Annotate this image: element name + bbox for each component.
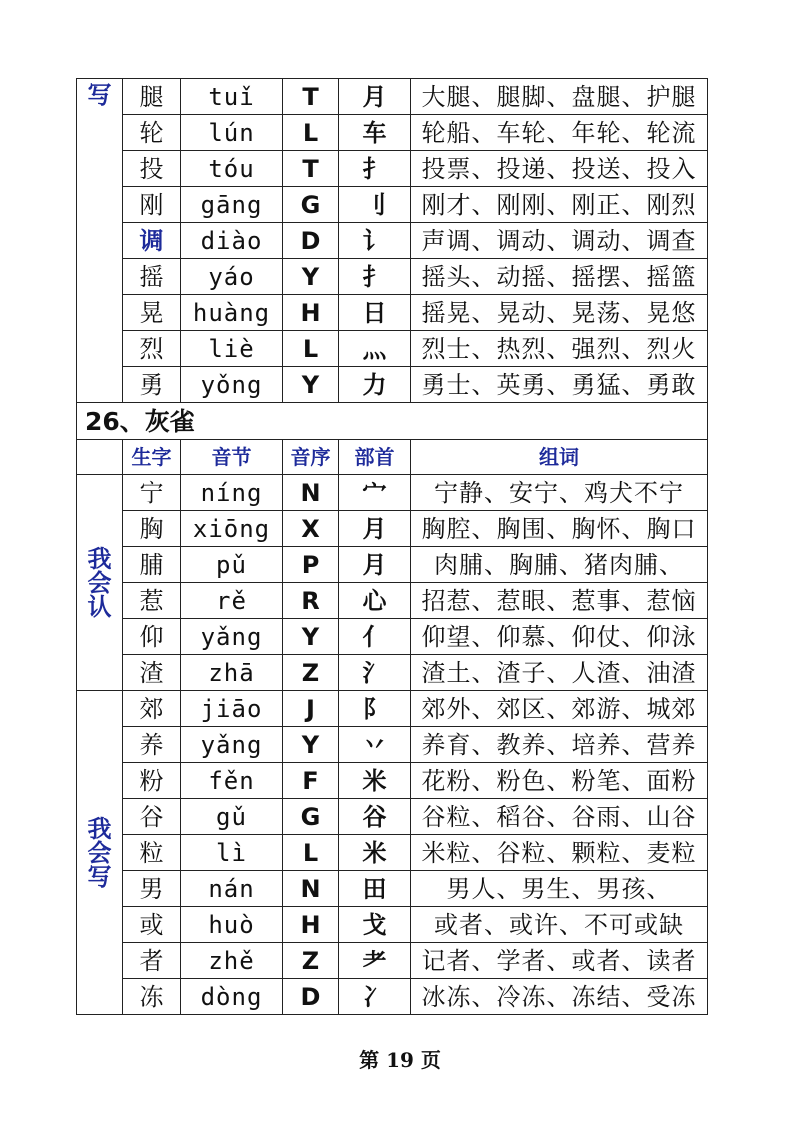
section-side-label — [77, 475, 123, 691]
top-section — [77, 79, 708, 403]
order-cell: L — [283, 835, 339, 871]
char-cell: 调 — [123, 223, 181, 259]
side-label-char: 会 — [87, 568, 112, 597]
side-label-char: 写 — [87, 81, 112, 109]
order-cell: D — [283, 223, 339, 259]
order-cell: G — [283, 799, 339, 835]
table-row — [77, 727, 708, 763]
radical-cell: 车 — [339, 115, 411, 151]
char-cell: 者 — [123, 943, 181, 979]
lesson-section — [77, 403, 708, 475]
pinyin-cell: huàng — [181, 295, 283, 331]
words-cell: 男人、男生、男孩、 — [411, 871, 708, 907]
table-row — [77, 295, 708, 331]
order-cell: R — [283, 583, 339, 619]
order-cell: D — [283, 979, 339, 1015]
words-cell: 肉脯、胸脯、猪肉脯、 — [411, 547, 708, 583]
table-row — [77, 835, 708, 871]
table-row — [77, 871, 708, 907]
radical-cell: 戈 — [339, 907, 411, 943]
radical-cell: 米 — [339, 835, 411, 871]
section-side-label — [77, 79, 123, 403]
char-cell: 脯 — [123, 547, 181, 583]
header-blank — [77, 440, 123, 475]
radical-cell: 月 — [339, 79, 411, 115]
table-row — [77, 943, 708, 979]
char-cell: 腿 — [123, 79, 181, 115]
char-cell: 晃 — [123, 295, 181, 331]
table-row — [77, 511, 708, 547]
words-cell: 宁静、安宁、鸡犬不宁 — [411, 475, 708, 511]
words-cell: 记者、学者、或者、读者 — [411, 943, 708, 979]
side-label-char: 我 — [87, 814, 112, 843]
words-cell: 轮船、车轮、年轮、轮流 — [411, 115, 708, 151]
pinyin-cell: dòng — [181, 979, 283, 1015]
char-cell: 摇 — [123, 259, 181, 295]
char-cell: 郊 — [123, 691, 181, 727]
char-cell: 渣 — [123, 655, 181, 691]
lesson-title-row — [77, 403, 708, 440]
order-cell: P — [283, 547, 339, 583]
char-cell: 惹 — [123, 583, 181, 619]
radical-cell: 耂 — [339, 943, 411, 979]
char-cell: 宁 — [123, 475, 181, 511]
char-cell: 冻 — [123, 979, 181, 1015]
table-row — [77, 223, 708, 259]
words-cell: 勇士、英勇、勇猛、勇敢 — [411, 367, 708, 403]
table-row — [77, 907, 708, 943]
pinyin-cell: diào — [181, 223, 283, 259]
words-cell: 胸腔、胸围、胸怀、胸口 — [411, 511, 708, 547]
words-cell: 大腿、腿脚、盘腿、护腿 — [411, 79, 708, 115]
radical-cell: 宀 — [339, 475, 411, 511]
header-words: 组词 — [411, 440, 708, 475]
order-cell: Y — [283, 259, 339, 295]
words-cell: 烈士、热烈、强烈、烈火 — [411, 331, 708, 367]
pinyin-cell: xiōng — [181, 511, 283, 547]
order-cell: Y — [283, 619, 339, 655]
char-cell: 养 — [123, 727, 181, 763]
words-cell: 谷粒、稻谷、谷雨、山谷 — [411, 799, 708, 835]
table-row — [77, 331, 708, 367]
write-section — [77, 691, 708, 1015]
table-row — [77, 547, 708, 583]
words-cell: 招惹、惹眼、惹事、惹恼 — [411, 583, 708, 619]
pinyin-cell: gǔ — [181, 799, 283, 835]
order-cell: T — [283, 79, 339, 115]
order-cell: X — [283, 511, 339, 547]
char-cell: 刚 — [123, 187, 181, 223]
char-cell: 胸 — [123, 511, 181, 547]
pinyin-cell: lì — [181, 835, 283, 871]
pinyin-cell: níng — [181, 475, 283, 511]
pinyin-cell: tóu — [181, 151, 283, 187]
order-cell: H — [283, 907, 339, 943]
order-cell: Z — [283, 655, 339, 691]
order-cell: F — [283, 763, 339, 799]
radical-cell: 心 — [339, 583, 411, 619]
order-cell: H — [283, 295, 339, 331]
table-row — [77, 619, 708, 655]
table-row — [77, 763, 708, 799]
char-cell: 男 — [123, 871, 181, 907]
char-cell: 轮 — [123, 115, 181, 151]
char-cell: 投 — [123, 151, 181, 187]
pinyin-cell: pǔ — [181, 547, 283, 583]
side-label-char: 会 — [87, 838, 112, 867]
recognize-section — [77, 475, 708, 691]
radical-cell: 扌 — [339, 151, 411, 187]
pinyin-cell: gāng — [181, 187, 283, 223]
radical-cell: 氵 — [339, 655, 411, 691]
lesson-title: 26、灰雀 — [77, 403, 708, 440]
radical-cell: 刂 — [339, 187, 411, 223]
table-row — [77, 151, 708, 187]
radical-cell: 月 — [339, 511, 411, 547]
radical-cell: 阝 — [339, 691, 411, 727]
table-row — [77, 259, 708, 295]
radical-cell: 灬 — [339, 331, 411, 367]
words-cell: 渣土、渣子、人渣、油渣 — [411, 655, 708, 691]
vocabulary-table — [76, 78, 708, 1015]
table-row — [77, 655, 708, 691]
order-cell: L — [283, 115, 339, 151]
words-cell: 冰冻、冷冻、冻结、受冻 — [411, 979, 708, 1015]
section-side-label — [77, 691, 123, 1015]
radical-cell: 月 — [339, 547, 411, 583]
pinyin-cell: jiāo — [181, 691, 283, 727]
pinyin-cell: fěn — [181, 763, 283, 799]
words-cell: 郊外、郊区、郊游、城郊 — [411, 691, 708, 727]
radical-cell: 田 — [339, 871, 411, 907]
order-cell: N — [283, 475, 339, 511]
order-cell: G — [283, 187, 339, 223]
order-cell: Z — [283, 943, 339, 979]
radical-cell: 谷 — [339, 799, 411, 835]
order-cell: N — [283, 871, 339, 907]
pinyin-cell: nán — [181, 871, 283, 907]
radical-cell: 日 — [339, 295, 411, 331]
char-cell: 粒 — [123, 835, 181, 871]
pinyin-cell: yǒng — [181, 367, 283, 403]
header-order: 音序 — [283, 440, 339, 475]
words-cell: 投票、投递、投送、投入 — [411, 151, 708, 187]
pinyin-cell: yáo — [181, 259, 283, 295]
char-cell: 仰 — [123, 619, 181, 655]
radical-cell: 力 — [339, 367, 411, 403]
order-cell: L — [283, 331, 339, 367]
char-cell: 或 — [123, 907, 181, 943]
radical-cell: 丷 — [339, 727, 411, 763]
char-cell: 烈 — [123, 331, 181, 367]
order-cell: J — [283, 691, 339, 727]
table-row — [77, 475, 708, 511]
pinyin-cell: liè — [181, 331, 283, 367]
order-cell: Y — [283, 727, 339, 763]
pinyin-cell: rě — [181, 583, 283, 619]
words-cell: 刚才、刚刚、刚正、刚烈 — [411, 187, 708, 223]
table-row — [77, 799, 708, 835]
char-cell: 粉 — [123, 763, 181, 799]
radical-cell: 亻 — [339, 619, 411, 655]
table-row — [77, 79, 708, 115]
table-row — [77, 115, 708, 151]
radical-cell: 冫 — [339, 979, 411, 1015]
pinyin-cell: huò — [181, 907, 283, 943]
page-number: 第 19 页 — [359, 1048, 441, 1072]
pinyin-cell: zhě — [181, 943, 283, 979]
pinyin-cell: lún — [181, 115, 283, 151]
words-cell: 摇头、动摇、摇摆、摇篮 — [411, 259, 708, 295]
radical-cell: 扌 — [339, 259, 411, 295]
header-radical: 部首 — [339, 440, 411, 475]
char-cell: 勇 — [123, 367, 181, 403]
pinyin-cell: tuǐ — [181, 79, 283, 115]
header-char: 生字 — [123, 440, 181, 475]
pinyin-cell: zhā — [181, 655, 283, 691]
table-row — [77, 691, 708, 727]
words-cell: 或者、或许、不可或缺 — [411, 907, 708, 943]
words-cell: 声调、调动、调动、调查 — [411, 223, 708, 259]
table-row — [77, 367, 708, 403]
order-cell: Y — [283, 367, 339, 403]
table-row — [77, 583, 708, 619]
char-cell: 谷 — [123, 799, 181, 835]
words-cell: 摇晃、晃动、晃荡、晃悠 — [411, 295, 708, 331]
order-cell: T — [283, 151, 339, 187]
side-label-char: 认 — [87, 592, 112, 621]
radical-cell: 讠 — [339, 223, 411, 259]
header-pinyin: 音节 — [181, 440, 283, 475]
words-cell: 米粒、谷粒、颗粒、麦粒 — [411, 835, 708, 871]
words-cell: 花粉、粉色、粉笔、面粉 — [411, 763, 708, 799]
table-row — [77, 979, 708, 1015]
radical-cell: 米 — [339, 763, 411, 799]
pinyin-cell: yǎng — [181, 619, 283, 655]
table-row — [77, 187, 708, 223]
pinyin-cell: yǎng — [181, 727, 283, 763]
header-row — [77, 440, 708, 475]
words-cell: 养育、教养、培养、营养 — [411, 727, 708, 763]
side-label-char: 我 — [87, 544, 112, 573]
words-cell: 仰望、仰慕、仰仗、仰泳 — [411, 619, 708, 655]
side-label-char: 写 — [87, 862, 112, 891]
